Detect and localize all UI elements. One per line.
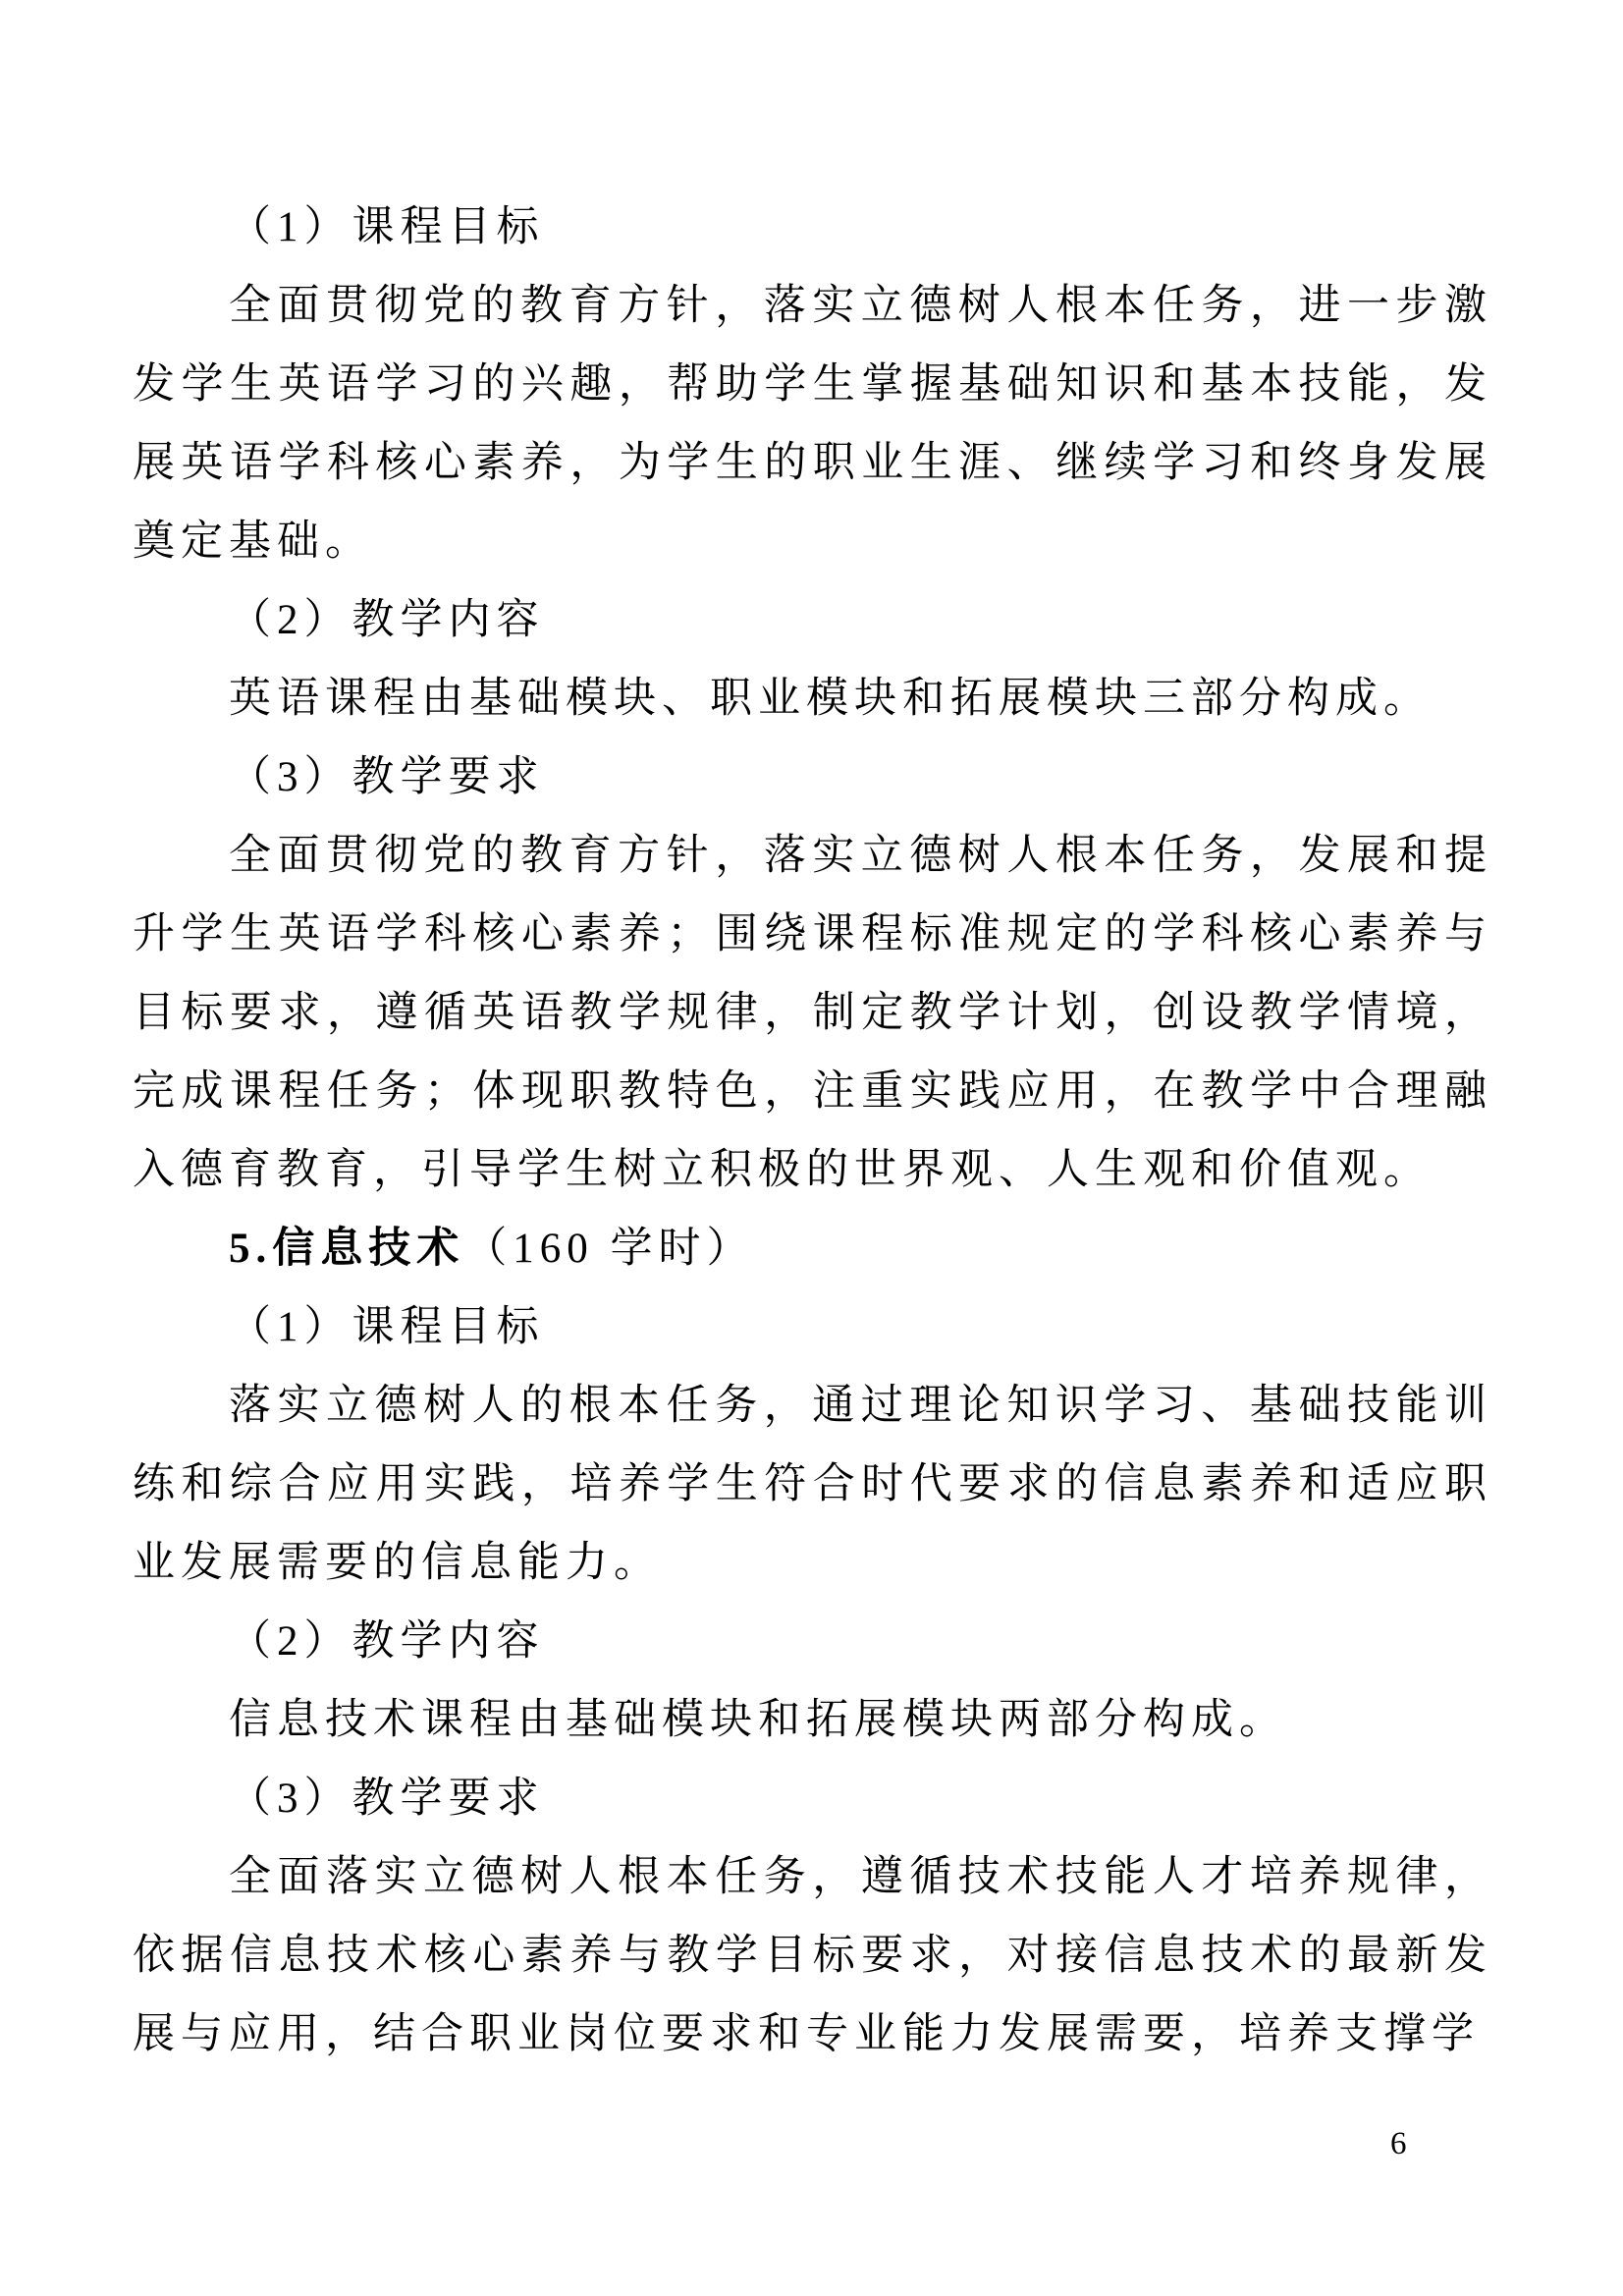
section-heading-bold-title: 5.信息技术: [229, 1226, 465, 1272]
paragraph-it-teaching-content: 信息技术课程由基础模块和拓展模块两部分构成。: [229, 1697, 1287, 1743]
paragraph-english-course-objectives: 全面贯彻党的教育方针，落实立德树人根本任务，进一步激发学生英语学习的兴趣，帮助学生掌握基础知识和基本技能，发展英语学科核心素养，为学生的职业生涯、继续学习和终身发展奠定基础。: [133, 283, 1492, 565]
subheading-teaching-content-english: （2）教学内容: [229, 597, 545, 643]
subheading-teaching-requirements-english: （3）教学要求: [229, 754, 545, 800]
subheading-course-objectives-it: （1）课程目标: [229, 1304, 545, 1350]
paragraph-english-teaching-requirements: 全面贯彻党的教育方针，落实立德树人根本任务，发展和提升学生英语学科核心素养；围绕课程标准规定的学科核心素养与目标要求，遵循英语教学规律，制定教学计划，创设教学情境，完成课程任务；体现职教特色，注重实践应用，在教学中合理融入德育教育，引导学生树立积极的世界观、人生观和价值观。: [133, 833, 1492, 1193]
paragraph-it-teaching-requirements: 全面落实立德树人根本任务，遵循技术技能人才培养规律，依据信息技术核心素养与教学目标要求，对接信息技术的最新发展与应用，结合职业岗位要求和专业能力发展需要，培养支撑学: [133, 1854, 1492, 2057]
paragraph-it-course-objectives: 落实立德树人的根本任务，通过理论知识学习、基础技能训练和综合应用实践，培养学生符合时代要求的信息素养和适应职业发展需要的信息能力。: [133, 1383, 1492, 1586]
subheading-course-objectives-english: （1）课程目标: [229, 204, 545, 250]
subheading-teaching-requirements-it: （3）教学要求: [229, 1776, 545, 1822]
section-heading-hours: （160 学时）: [464, 1226, 755, 1272]
subheading-teaching-content-it: （2）教学内容: [229, 1618, 545, 1665]
section-heading-information-technology: [133, 1210, 1492, 1288]
document-body: [133, 189, 1492, 2074]
page-number: 6: [1390, 2126, 1407, 2161]
paragraph-english-teaching-content: 英语课程由基础模块、职业模块和拓展模块三部分构成。: [229, 676, 1432, 722]
